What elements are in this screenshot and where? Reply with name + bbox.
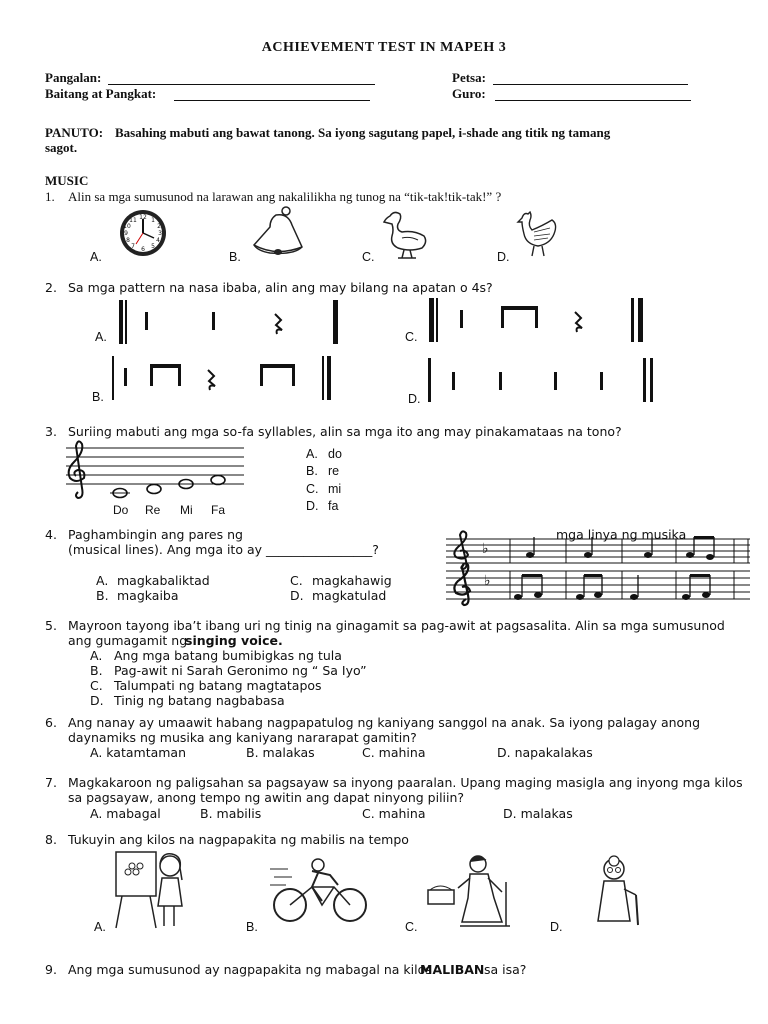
svg-text:♭: ♭ (482, 541, 489, 557)
q3-number: 3. (45, 424, 57, 439)
q3-choice-a-text: do (328, 447, 342, 461)
svg-text:10: 10 (123, 223, 131, 230)
bell-image (248, 205, 308, 261)
q6-choice-a[interactable]: A. katamtaman (90, 745, 187, 760)
q4-choice-d-text: magkatulad (312, 588, 387, 603)
svg-text:7: 7 (131, 243, 135, 250)
q8-number: 8. (45, 832, 57, 847)
q6-choice-d[interactable]: D. napakalakas (497, 745, 593, 760)
q4-number: 4. (45, 527, 57, 542)
svg-text:8: 8 (126, 237, 130, 244)
q3-choice-c-text: mi (328, 482, 342, 496)
q9-number: 9. (45, 962, 57, 977)
q3-choice-b-text: re (328, 464, 340, 478)
q5-choice-c-text: Talumpati ng batang magtatapos (114, 678, 322, 693)
rhythm-pattern-d (424, 356, 664, 406)
teacher-label: Guro: (452, 86, 486, 101)
date-label: Petsa: (452, 70, 486, 85)
q6-question: Ang nanay ay umaawit habang nagpapatulog ng kaniyang sanggol na anak. Sa iyong palagay anong (68, 715, 701, 730)
svg-text:3: 3 (158, 230, 162, 237)
q6-choice-b[interactable]: B. malakas (246, 745, 315, 760)
svg-text:♭: ♭ (484, 573, 491, 589)
q8-choice-a[interactable]: A. (94, 920, 106, 934)
q3-choice-d-text: fa (328, 499, 339, 513)
q4-choice-c-text: magkahawig (312, 573, 392, 588)
q8-choice-d[interactable]: D. (550, 920, 563, 934)
q5-choice-d-text: Tinig ng batang nagbabasa (114, 693, 285, 708)
q2-choice-d[interactable]: D. (408, 392, 421, 406)
q5-question-bold: singing voice. (185, 633, 283, 648)
grade-field[interactable] (174, 86, 370, 101)
q6-number: 6. (45, 715, 57, 730)
q8-question: Tukuyin ang kilos na nagpapakita ng mabilis na tempo (68, 832, 409, 847)
q7-question: Magkakaroon ng paligsahan sa pagsayaw sa inyong paaralan. Upang maging masigla ang inyong mga kilos (68, 775, 743, 790)
q8-choice-c[interactable]: C. (405, 920, 418, 934)
name-label: Pangalan: (45, 70, 102, 85)
instructions-text-cont: sagot. (45, 140, 78, 155)
q7-choice-d[interactable]: D. malakas (503, 806, 573, 821)
note-label-do: Do (113, 503, 129, 517)
q5-choice-a-letter[interactable]: A. (90, 648, 103, 663)
q9-question-end: sa isa? (484, 962, 527, 977)
q1-number: 1. (45, 189, 55, 204)
q3-choice-c-letter[interactable]: C. (306, 482, 319, 496)
q7-question-cont: sa pagsayaw, anong tempo ng awitin ang dapat ninyong piliin? (68, 790, 465, 805)
q2-choice-b[interactable]: B. (92, 390, 104, 404)
q4-question-cont: (musical lines). Ang mga ito ay _________________? (68, 542, 379, 557)
q3-question: Suriing mabuti ang mga so-fa syllables, alin sa mga ito ang may pinakamataas na tono? (68, 424, 622, 439)
q5-choice-c-letter[interactable]: C. (90, 678, 103, 693)
q4-choice-a-text: magkabaliktad (117, 573, 210, 588)
rhythm-pattern-c (425, 296, 665, 346)
q3-choice-a-letter[interactable]: A. (306, 447, 318, 461)
woman-sitting-image (420, 852, 512, 928)
q1-question: Alin sa mga sumusunod na larawan ang nakalilikha ng tunog na “tik-tak!tik-tak!” ? (68, 189, 502, 204)
q6-choice-c[interactable]: C. mahina (362, 745, 426, 760)
svg-text:5: 5 (151, 243, 155, 250)
rhythm-pattern-a (115, 298, 345, 348)
q5-choice-b-text: Pag-awit ni Sarah Geronimo ng “ Sa Iyo” (114, 663, 367, 678)
q1-choice-d[interactable]: D. (497, 250, 510, 264)
q7-choice-a[interactable]: A. mabagal (90, 806, 161, 821)
instructions-label: PANUTO: (45, 125, 104, 140)
q1-choice-b[interactable]: B. (229, 250, 241, 264)
cyclist-image (268, 853, 374, 925)
q3-choice-d-letter[interactable]: D. (306, 499, 319, 513)
q7-number: 7. (45, 775, 57, 790)
q4-choice-b-letter[interactable]: B. (96, 588, 109, 603)
instructions-text: Basahing mabuti ang bawat tanong. Sa iyong sagutang papel, i-shade ang titik ng tamang (115, 125, 611, 140)
q5-number: 5. (45, 618, 57, 633)
q4-choice-a-letter[interactable]: A. (96, 573, 109, 588)
q5-choice-a-text: Ang mga batang bumibigkas ng tula (114, 648, 342, 663)
q4-question-tail: mga linya ng musika (556, 527, 687, 542)
note-label-fa: Fa (211, 503, 226, 517)
q2-choice-c[interactable]: C. (405, 330, 418, 344)
rhythm-pattern-b (108, 354, 340, 404)
svg-text:9: 9 (124, 230, 128, 237)
q2-number: 2. (45, 280, 57, 295)
old-woman-image (592, 855, 642, 927)
clock-image (110, 208, 176, 258)
q7-choice-c[interactable]: C. mahina (362, 806, 426, 821)
svg-text:4: 4 (156, 237, 160, 244)
name-field[interactable] (108, 70, 375, 85)
duck-image (380, 208, 432, 260)
svg-text:6: 6 (141, 246, 145, 253)
svg-text:11: 11 (129, 217, 137, 224)
note-label-re: Re (145, 503, 161, 517)
teacher-field[interactable] (495, 86, 691, 101)
q8-choice-b[interactable]: B. (246, 920, 258, 934)
q4-choice-c-letter[interactable]: C. (290, 573, 303, 588)
svg-text:2: 2 (157, 223, 161, 230)
q4-choice-d-letter[interactable]: D. (290, 588, 304, 603)
girl-easel-image (112, 850, 192, 932)
grade-label: Baitang at Pangkat: (45, 86, 157, 101)
q1-choice-a[interactable]: A. (90, 250, 102, 264)
note-label-mi: Mi (180, 503, 193, 517)
q5-question: Mayroon tayong iba’t ibang uri ng tinig na ginagamit sa pag-awit at pagsasalita. Alin sa mga sumusunod (68, 618, 725, 633)
q6-question-cont: daynamiks ng musika ang kaniyang nararapat gamitin? (68, 730, 417, 745)
section-heading: MUSIC (45, 173, 89, 188)
q4-question: Paghambingin ang pares ng (68, 527, 243, 542)
q2-question: Sa mga pattern na nasa ibaba, alin ang may bilang na apatan o 4s? (68, 280, 493, 295)
date-field[interactable] (493, 70, 688, 85)
musical-lines-image (438, 527, 754, 613)
chicken-image (512, 208, 562, 260)
q5-question-cont: ang gumagamit ng (68, 633, 188, 648)
q7-choice-b[interactable]: B. mabilis (200, 806, 262, 821)
q5-choice-d-letter[interactable]: D. (90, 693, 104, 708)
q4-choice-b-text: magkaiba (117, 588, 179, 603)
q2-choice-a[interactable]: A. (95, 330, 107, 344)
q1-choice-c[interactable]: C. (362, 250, 375, 264)
q3-choice-b-letter[interactable]: B. (306, 464, 318, 478)
q9-question-bold: MALIBAN (420, 962, 485, 977)
page-title: ACHIEVEMENT TEST IN MAPEH 3 (261, 40, 507, 55)
svg-text:1: 1 (151, 217, 155, 224)
q9-question: Ang mga sumusunod ay nagpapakita ng mabagal na kilos (68, 962, 432, 977)
q5-choice-b-letter[interactable]: B. (90, 663, 103, 678)
svg-text:12: 12 (139, 214, 147, 221)
